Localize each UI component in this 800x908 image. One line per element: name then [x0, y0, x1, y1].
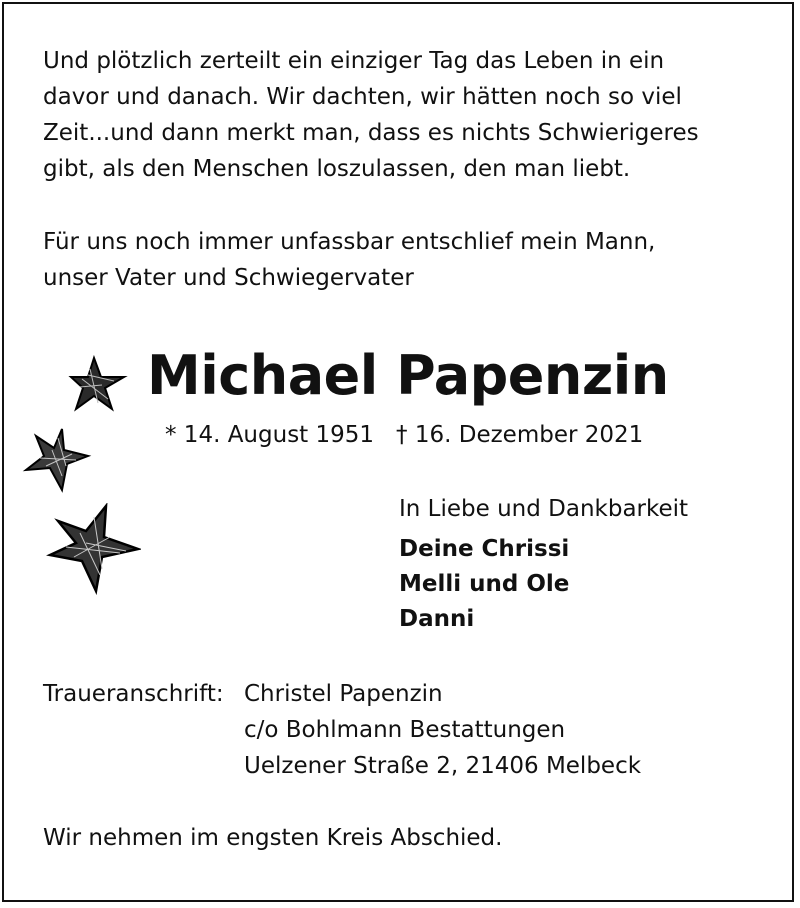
family-member: Deine Chrissi: [399, 536, 570, 562]
address-line: c/o Bohlmann Bestattungen: [244, 717, 566, 743]
family-member: Danni: [399, 606, 475, 632]
address-line: Uelzener Straße 2, 21406 Melbeck: [244, 753, 642, 779]
star-icon: [22, 426, 92, 494]
star-icon: [68, 355, 128, 413]
address-line: Christel Papenzin: [244, 681, 443, 707]
intro-line: gibt, als den Menschen loszulassen, den man liebt.: [43, 156, 631, 182]
announcement-line: unser Vater und Schwiegervater: [43, 265, 414, 291]
intro-line: Und plötzlich zerteilt ein einziger Tag das Leben in ein: [43, 48, 665, 74]
address-label: Traueranschrift:: [43, 681, 224, 707]
announcement: [43, 224, 655, 296]
closing-line: Wir nehmen im engsten Kreis Abschied.: [43, 825, 503, 851]
announcement-line: Für uns noch immer unfassbar entschlief mein Mann,: [43, 229, 656, 255]
life-dates: [165, 417, 643, 453]
intro-poem: [43, 43, 699, 187]
family-member: Melli und Ole: [399, 571, 570, 597]
mourning-address: [244, 676, 641, 784]
star-icon: [46, 503, 141, 595]
deceased-name: Michael Papenzin: [147, 344, 669, 407]
intro-line: davor und danach. Wir dachten, wir hätten noch so viel: [43, 84, 682, 110]
birth-date: * 14. August 1951: [165, 422, 375, 448]
farewell-intro: In Liebe und Dankbarkeit: [399, 496, 689, 522]
death-date: † 16. Dezember 2021: [396, 422, 644, 448]
intro-line: Zeit...und dann merkt man, dass es nichts Schwierigeres: [43, 120, 699, 146]
